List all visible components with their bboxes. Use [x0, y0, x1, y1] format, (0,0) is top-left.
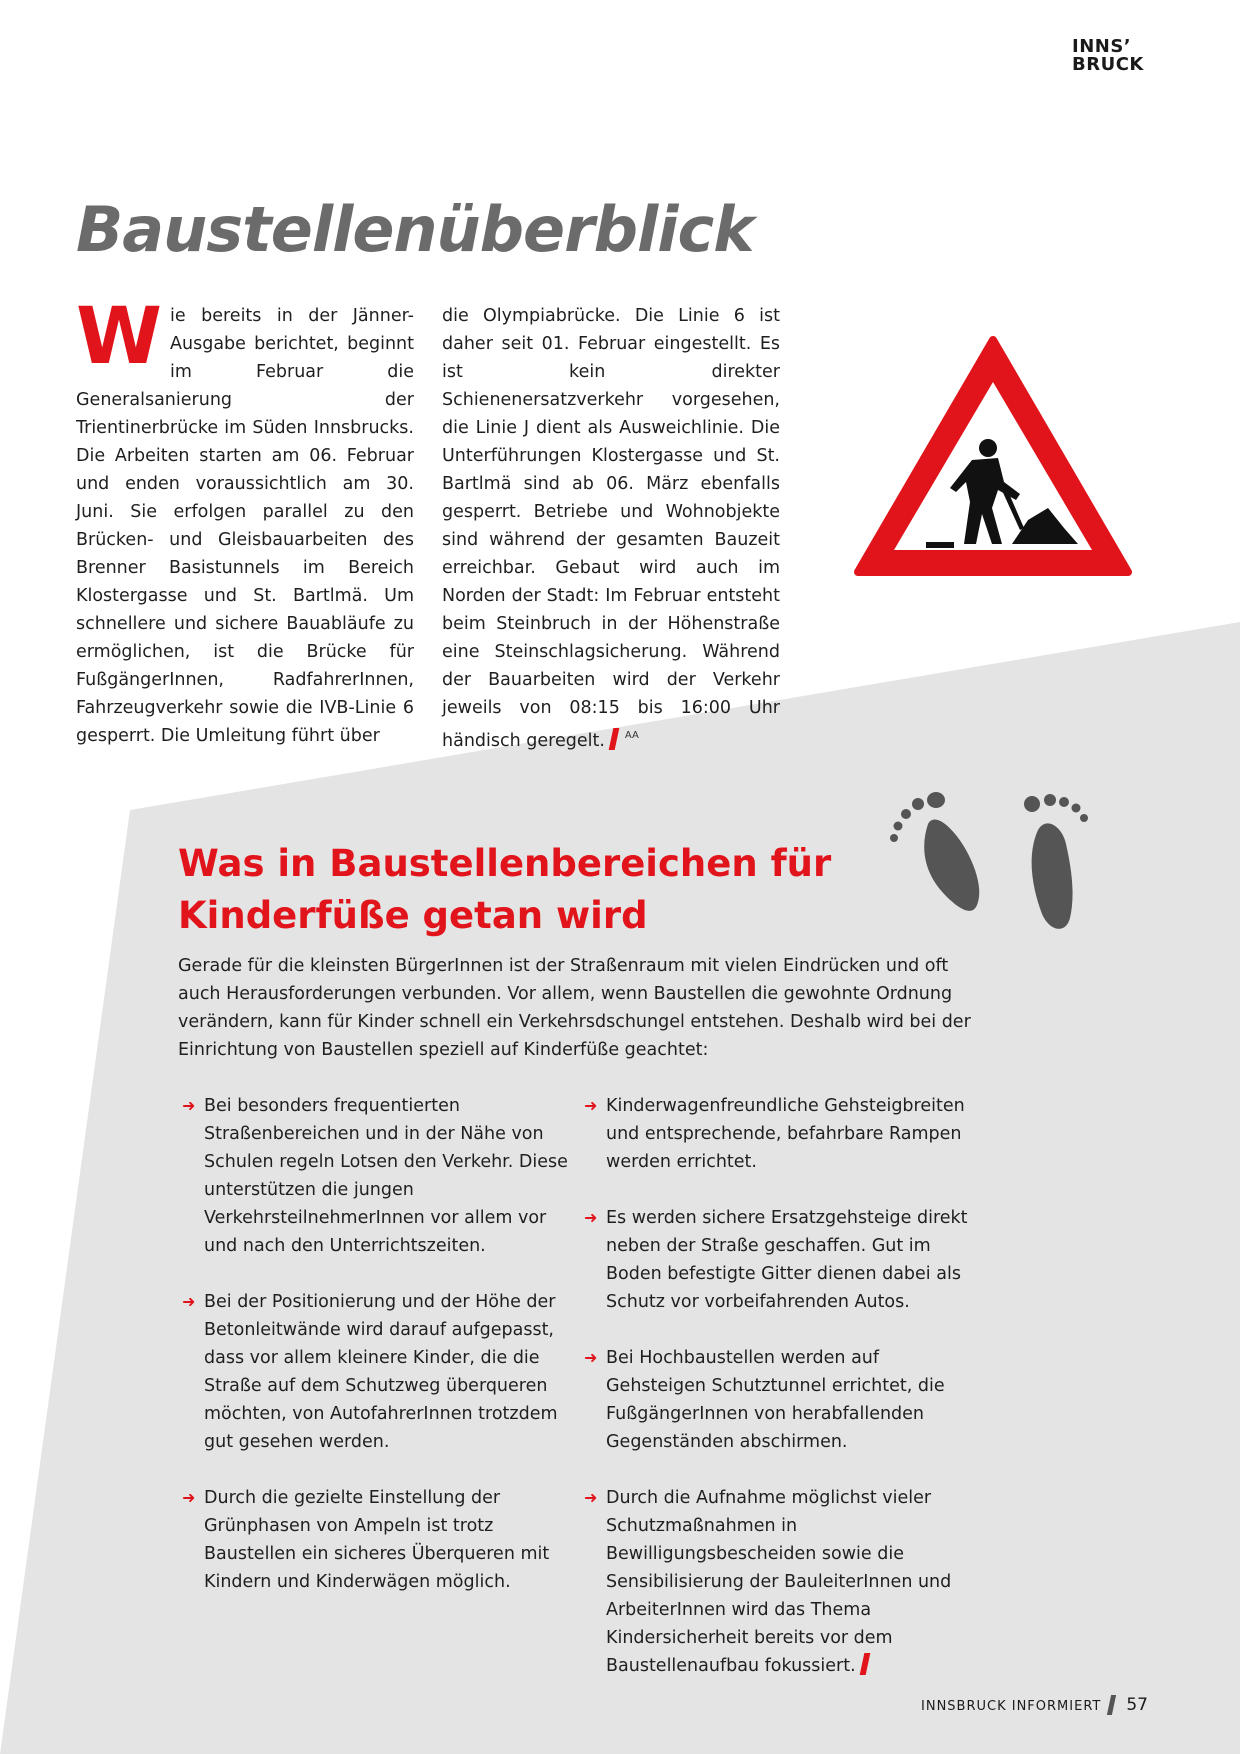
end-slash-icon — [859, 1653, 870, 1675]
list-item-text: Durch die gezielte Einstellung der Grünphasen von Ampeln ist trotz Baustellen ein sicheres Überqueren mit Kindern und Kinderwägen möglich. — [204, 1488, 550, 1592]
list-item-text: Es werden sichere Ersatzgehsteige direkt neben der Straße geschaffen. Gut im Boden befestigte Gitter dienen dabei als Schutz vor vorbeifahrenden Autos. — [606, 1208, 968, 1312]
list-item — [584, 1484, 974, 1680]
logo-line-2: BRUCK — [1072, 54, 1144, 75]
page-title: Baustellenüberblick — [76, 193, 754, 266]
footer-label: INNSBRUCK INFORMIERT — [921, 1699, 1102, 1714]
list-item — [584, 1092, 974, 1176]
arrow-right-icon: ➜ — [584, 1348, 598, 1367]
section-title-line-1: Was in Baustellenbereichen für — [178, 842, 832, 885]
footprints-icon — [880, 770, 1100, 950]
list-item — [584, 1204, 974, 1316]
arrow-right-icon: ➜ — [584, 1208, 598, 1227]
logo-line-1: INNS’ — [1072, 36, 1132, 57]
article-column-1-text: ie bereits in der Jänner-Ausgabe berichtet, beginnt im Februar die Generalsanierung der Trientinerbrücke im Süden Innsbrucks. Die Arbeiten starten am 06. Februar und enden voraussichtlich am 30. Juni. Sie erfolgen parallel zu den Brücken- und Gleisbauarbeiten des Brenner Basistunnels im Bereich Klostergasse und St. Bartlmä. Um schnellere und sichere Bauabläufe zu ermöglichen, ist die Brücke für FußgängerInnen, RadfahrerInnen, Fahrzeugverkehr sowie die IVB-Linie 6 gesperrt. Die Umleitung führt über — [76, 306, 414, 746]
list-item — [182, 1092, 572, 1260]
section-title — [178, 838, 878, 942]
end-slash-icon — [609, 728, 620, 750]
bullet-list-left — [182, 1092, 572, 1624]
arrow-right-icon: ➜ — [584, 1096, 598, 1115]
arrow-right-icon: ➜ — [182, 1096, 196, 1115]
list-item-text: Bei der Positionierung und der Höhe der Betonleitwände wird darauf aufgepasst, dass vor allem kleinere Kinder, die die Straße auf dem Schutzweg überqueren möchten, von AutofahrerInnen trotzdem gut gesehen werden. — [204, 1292, 558, 1452]
list-item — [584, 1344, 974, 1456]
page-footer — [921, 1695, 1148, 1715]
list-item-text: Bei besonders frequentierten Straßenbereichen und in der Nähe von Schulen regeln Lotsen den Verkehr. Diese unterstützen die jungen VerkehrsteilnehmerInnen vor allem vor und nach den Unterrichtszeiten. — [204, 1096, 568, 1256]
article-column-2-text: die Olympiabrücke. Die Linie 6 ist daher seit 01. Februar eingestellt. Es ist kein direkter Schienenersatzverkehr vorgesehen, die Linie J dient als Ausweichlinie. Die Unterführungen Klostergasse und St. Bartlmä sind ab 06. März ebenfalls gesperrt. Betriebe und Wohnobjekte sind während der gesamten Bauzeit erreichbar. Gebaut wird auch im Norden der Stadt: Im Februar entsteht beim Steinbruch in der Höhenstraße eine Steinschlagsicherung. Während der Bauarbeiten wird der Verkehr jeweils von 08:15 bis 16:00 Uhr händisch geregelt. — [442, 306, 780, 751]
arrow-right-icon: ➜ — [182, 1488, 196, 1507]
list-item — [182, 1484, 572, 1596]
construction-sign-icon — [852, 332, 1134, 580]
section-intro: Gerade für die kleinsten BürgerInnen ist der Straßenraum mit vielen Eindrücken und oft auch Herausforderungen verbunden. Vor allem, wenn Baustellen die gewohnte Ordnung verändern, kann für Kinder schnell ein Verkehrsdschungel entstehen. Deshalb wird bei der Einrichtung von Baustellen speziell auf Kinderfüße geachtet: — [178, 956, 971, 1060]
page-number: 57 — [1126, 1695, 1148, 1715]
list-item-text: Durch die Aufnahme möglichst vieler Schutzmaßnahmen in Bewilligungsbescheiden sowie die Sensibilisierung der BauleiterInnen und ArbeiterInnen wird das Thema Kindersicherheit bereits vor dem Baustellenaufbau fokussiert. — [606, 1488, 952, 1676]
author-initials: AA — [624, 730, 639, 741]
arrow-right-icon: ➜ — [182, 1292, 196, 1311]
footer-slash-icon — [1107, 1695, 1116, 1715]
article-column-2 — [442, 302, 780, 755]
arrow-right-icon: ➜ — [584, 1488, 598, 1507]
list-item-text: Kinderwagenfreundliche Gehsteigbreiten und entsprechende, befahrbare Rampen werden errichtet. — [606, 1096, 965, 1172]
section-title-line-2: Kinderfüße getan wird — [178, 894, 648, 937]
innsbruck-logo — [1072, 38, 1144, 74]
article-column-1 — [76, 292, 414, 750]
list-item-text: Bei Hochbaustellen werden auf Gehsteigen Schutztunnel errichtet, die FußgängerInnen von herabfallenden Gegenständen abschirmen. — [606, 1348, 945, 1452]
list-item — [182, 1288, 572, 1456]
drop-cap: W — [76, 292, 163, 382]
bullet-list-right — [584, 1092, 974, 1708]
